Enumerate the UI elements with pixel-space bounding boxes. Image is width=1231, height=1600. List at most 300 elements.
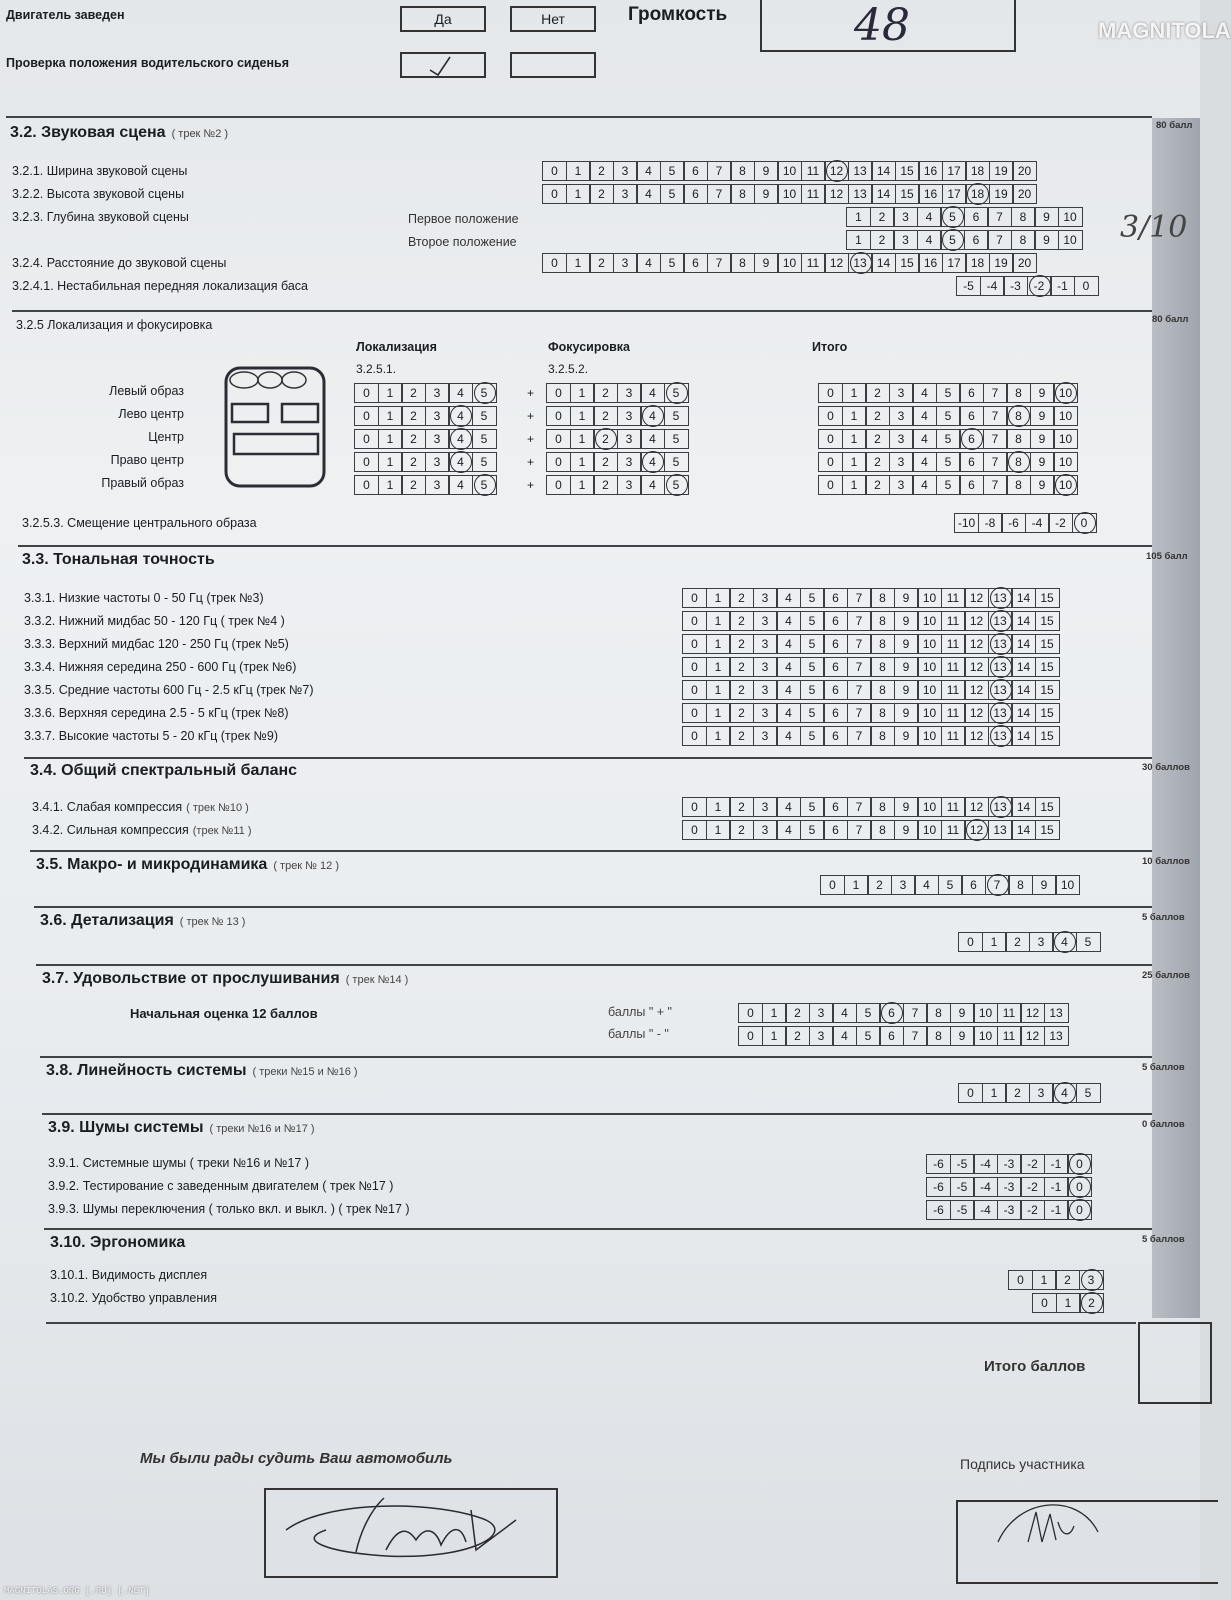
scale-cell[interactable]: 4 — [832, 1026, 857, 1046]
scale-cell[interactable]: 8 — [926, 1026, 951, 1046]
scale-cell[interactable]: 7 — [903, 1003, 928, 1023]
scale-cell[interactable]: 6 — [823, 634, 848, 654]
scale-cell[interactable]: 0 — [738, 1003, 763, 1023]
scale-cell[interactable]: -6 — [1001, 513, 1026, 533]
scale-cell[interactable]: 7 — [847, 634, 872, 654]
scale-cell[interactable]: 5 — [664, 406, 689, 426]
scale-cell[interactable]: 3 — [1029, 1083, 1054, 1103]
scale-cell[interactable]: 9 — [1030, 429, 1055, 449]
scale-cell[interactable]: 2 — [593, 429, 618, 449]
scale-cell[interactable]: 4 — [448, 383, 473, 403]
scale-cell[interactable]: 9 — [1030, 475, 1055, 495]
scale-cell[interactable]: 1 — [570, 383, 595, 403]
scale-cell[interactable]: 0 — [818, 429, 843, 449]
scale-cell[interactable]: 3 — [425, 406, 450, 426]
scale-cell[interactable]: 8 — [1006, 406, 1031, 426]
scale-cell[interactable]: 1 — [378, 475, 403, 495]
scale-cell[interactable]: 2 — [401, 475, 426, 495]
scale-cell[interactable]: 5 — [664, 475, 689, 495]
scale-cell[interactable]: 6 — [823, 820, 848, 840]
scale-cell[interactable]: 9 — [894, 703, 919, 723]
scale-cell[interactable]: 6 — [683, 184, 708, 204]
scale-cell[interactable]: 0 — [818, 383, 843, 403]
scale-cell[interactable]: -4 — [973, 1154, 998, 1174]
scale-cell[interactable]: 3 — [425, 475, 450, 495]
scale-cell[interactable]: 5 — [472, 429, 497, 449]
scale-cell[interactable]: 2 — [729, 726, 754, 746]
scale-cell[interactable]: 15 — [1035, 588, 1060, 608]
scale-cell[interactable]: 0 — [546, 406, 571, 426]
scale-cell[interactable]: 6 — [823, 657, 848, 677]
scale-cell[interactable]: 9 — [894, 680, 919, 700]
scale-cell[interactable]: 5 — [660, 253, 685, 273]
scale-cell[interactable]: 5 — [800, 634, 825, 654]
scale-cell[interactable]: 4 — [640, 406, 665, 426]
scale-cell[interactable]: 2 — [865, 429, 890, 449]
scale-cell[interactable]: 10 — [917, 797, 942, 817]
scale-cell[interactable]: 4 — [448, 475, 473, 495]
scale-cell[interactable]: 6 — [959, 406, 984, 426]
scale-cell[interactable]: 4 — [448, 429, 473, 449]
scale-cell[interactable]: 1 — [844, 875, 869, 895]
scale-cell[interactable]: 11 — [941, 657, 966, 677]
scale-cell[interactable]: 4 — [1052, 932, 1077, 952]
scale-cell[interactable]: 6 — [959, 452, 984, 472]
scale-cell[interactable]: 12 — [824, 253, 849, 273]
scale-cell[interactable]: 10 — [973, 1026, 998, 1046]
scale-cell[interactable]: 8 — [926, 1003, 951, 1023]
scale-cell[interactable]: -2 — [1020, 1154, 1045, 1174]
scale-cell[interactable]: 5 — [936, 429, 961, 449]
scale-cell[interactable]: 9 — [1030, 452, 1055, 472]
scale-cell[interactable]: 11 — [941, 634, 966, 654]
scale-cell[interactable]: 5 — [664, 429, 689, 449]
scale-cell[interactable]: 2 — [589, 253, 614, 273]
scale-cell[interactable]: 1 — [378, 452, 403, 472]
scale-cell[interactable]: 4 — [776, 634, 801, 654]
scale-cell[interactable]: 0 — [546, 452, 571, 472]
scale-cell[interactable]: -1 — [1050, 276, 1075, 296]
scale-cell[interactable]: 19 — [989, 253, 1014, 273]
scale-cell[interactable]: 10 — [1053, 452, 1078, 472]
scale-cell[interactable]: -6 — [926, 1177, 951, 1197]
scale-cell[interactable]: 6 — [683, 253, 708, 273]
scale-cell[interactable]: 2 — [401, 452, 426, 472]
scale-cell[interactable]: 14 — [1011, 634, 1036, 654]
scale-cell[interactable]: 8 — [870, 611, 895, 631]
scale-cell[interactable]: 12 — [1020, 1003, 1045, 1023]
scale-cell[interactable]: 17 — [942, 161, 967, 181]
scale-cell[interactable]: 12 — [964, 657, 989, 677]
scale-cell[interactable]: 4 — [914, 875, 939, 895]
scale-cell[interactable]: 1 — [982, 932, 1007, 952]
scale-cell[interactable]: 9 — [1030, 383, 1055, 403]
scale-cell[interactable]: 6 — [959, 475, 984, 495]
scale-cell[interactable]: 13 — [988, 611, 1013, 631]
scale-cell[interactable]: 12 — [964, 726, 989, 746]
scale-cell[interactable]: 1 — [842, 452, 867, 472]
scale-cell[interactable]: 9 — [950, 1026, 975, 1046]
scale-cell[interactable]: 16 — [918, 161, 943, 181]
scale-cell[interactable]: 5 — [472, 406, 497, 426]
scale-cell[interactable]: 5 — [936, 452, 961, 472]
scale-cell[interactable]: 4 — [636, 253, 661, 273]
scale-cell[interactable]: 10 — [777, 161, 802, 181]
scale-cell[interactable]: 7 — [847, 680, 872, 700]
scale-cell[interactable]: 2 — [729, 680, 754, 700]
scale-cell[interactable]: 19 — [989, 184, 1014, 204]
scale-cell[interactable]: 3 — [617, 429, 642, 449]
scale-cell[interactable]: 3 — [809, 1003, 834, 1023]
scale-cell[interactable]: 0 — [682, 588, 707, 608]
scale-cell[interactable]: 2 — [1079, 1293, 1104, 1313]
scale-cell[interactable]: 2 — [589, 161, 614, 181]
scale-cell[interactable]: 4 — [917, 230, 942, 250]
scale-cell[interactable]: 1 — [842, 429, 867, 449]
scale-cell[interactable]: 13 — [988, 588, 1013, 608]
scale-cell[interactable]: 0 — [820, 875, 845, 895]
scale-cell[interactable]: 8 — [730, 184, 755, 204]
scale-cell[interactable]: 15 — [1035, 680, 1060, 700]
scale-cell[interactable]: 2 — [1005, 1083, 1030, 1103]
scale-cell[interactable]: 1 — [566, 161, 591, 181]
scale-cell[interactable]: 13 — [988, 820, 1013, 840]
scale-cell[interactable]: -2 — [1020, 1177, 1045, 1197]
scale-cell[interactable]: 3 — [617, 383, 642, 403]
scale-cell[interactable]: 2 — [401, 406, 426, 426]
scale-cell[interactable]: -4 — [973, 1177, 998, 1197]
scale-cell[interactable]: 10 — [777, 184, 802, 204]
scale-cell[interactable]: 8 — [870, 703, 895, 723]
scale-cell[interactable]: 13 — [988, 680, 1013, 700]
scale-cell[interactable]: 14 — [1011, 820, 1036, 840]
scale-cell[interactable]: 7 — [847, 703, 872, 723]
scale-cell[interactable]: 2 — [593, 475, 618, 495]
scale-cell[interactable]: 15 — [1035, 797, 1060, 817]
scale-cell[interactable]: -5 — [950, 1200, 975, 1220]
scale-cell[interactable]: 5 — [800, 703, 825, 723]
scale-cell[interactable]: 5 — [800, 726, 825, 746]
scale-cell[interactable]: 9 — [894, 588, 919, 608]
scale-cell[interactable]: -4 — [1025, 513, 1050, 533]
scale-cell[interactable]: 15 — [895, 253, 920, 273]
scale-cell[interactable]: 0 — [682, 820, 707, 840]
scale-cell[interactable]: 10 — [1053, 475, 1078, 495]
scale-cell[interactable]: 4 — [912, 383, 937, 403]
scale-cell[interactable]: 1 — [762, 1003, 787, 1023]
scale-cell[interactable]: -3 — [997, 1154, 1022, 1174]
scale-cell[interactable]: 0 — [546, 475, 571, 495]
scale-cell[interactable]: 8 — [870, 726, 895, 746]
scale-cell[interactable]: 15 — [1035, 611, 1060, 631]
scale-cell[interactable]: 2 — [729, 611, 754, 631]
scale-cell[interactable]: 3 — [753, 726, 778, 746]
scale-cell[interactable]: 20 — [1012, 253, 1037, 273]
scale-cell[interactable]: 0 — [542, 184, 567, 204]
scale-cell[interactable]: 11 — [941, 703, 966, 723]
scale-cell[interactable]: 17 — [942, 184, 967, 204]
scale-cell[interactable]: 16 — [918, 253, 943, 273]
scale-cell[interactable]: 0 — [682, 797, 707, 817]
scale-cell[interactable]: 1 — [706, 820, 731, 840]
scale-cell[interactable]: 4 — [640, 475, 665, 495]
scale-cell[interactable]: 1 — [1056, 1293, 1081, 1313]
scale-cell[interactable]: 11 — [801, 184, 826, 204]
scale-cell[interactable]: 4 — [912, 406, 937, 426]
scale-cell[interactable]: 14 — [1011, 657, 1036, 677]
scale-cell[interactable]: 10 — [917, 657, 942, 677]
scale-cell[interactable]: 0 — [958, 1083, 983, 1103]
scale-cell[interactable]: 1 — [706, 703, 731, 723]
scale-cell[interactable]: 5 — [800, 680, 825, 700]
scale-cell[interactable]: -8 — [978, 513, 1003, 533]
scale-cell[interactable]: 0 — [682, 680, 707, 700]
scale-cell[interactable]: 0 — [354, 383, 379, 403]
scale-cell[interactable]: 5 — [664, 452, 689, 472]
scale-cell[interactable]: 7 — [985, 875, 1010, 895]
scale-cell[interactable]: 0 — [958, 932, 983, 952]
scale-cell[interactable]: 12 — [964, 611, 989, 631]
scale-cell[interactable]: 9 — [754, 161, 779, 181]
scale-cell[interactable]: 15 — [1035, 634, 1060, 654]
scale-cell[interactable]: 3 — [425, 383, 450, 403]
scale-cell[interactable]: 10 — [917, 588, 942, 608]
scale-cell[interactable]: 13 — [988, 634, 1013, 654]
scale-cell[interactable]: 9 — [1030, 406, 1055, 426]
scale-cell[interactable]: 1 — [706, 588, 731, 608]
scale-cell[interactable]: 3 — [893, 230, 918, 250]
scale-cell[interactable]: -1 — [1044, 1154, 1069, 1174]
scale-cell[interactable]: 12 — [964, 634, 989, 654]
scale-cell[interactable]: 20 — [1012, 161, 1037, 181]
scale-cell[interactable]: 0 — [682, 726, 707, 746]
scale-cell[interactable]: 1 — [706, 634, 731, 654]
scale-cell[interactable]: 15 — [1035, 657, 1060, 677]
scale-cell[interactable]: 6 — [823, 680, 848, 700]
scale-cell[interactable]: 19 — [989, 161, 1014, 181]
scale-cell[interactable]: 5 — [936, 383, 961, 403]
scale-cell[interactable]: 2 — [729, 588, 754, 608]
scale-cell[interactable]: 7 — [903, 1026, 928, 1046]
scale-cell[interactable]: 1 — [842, 383, 867, 403]
scale-cell[interactable]: 3 — [889, 475, 914, 495]
scale-cell[interactable]: 7 — [987, 207, 1012, 227]
scale-cell[interactable]: 1 — [706, 726, 731, 746]
scale-cell[interactable]: 3 — [753, 820, 778, 840]
scale-cell[interactable]: 4 — [776, 820, 801, 840]
scale-cell[interactable]: 7 — [847, 657, 872, 677]
scale-cell[interactable]: 6 — [823, 588, 848, 608]
scale-cell[interactable]: 1 — [706, 611, 731, 631]
scale-cell[interactable]: 10 — [1058, 230, 1083, 250]
scale-cell[interactable]: 6 — [964, 230, 989, 250]
scale-cell[interactable]: 12 — [964, 820, 989, 840]
scale-cell[interactable]: 7 — [707, 161, 732, 181]
scale-cell[interactable]: 11 — [941, 611, 966, 631]
scale-cell[interactable]: 7 — [983, 429, 1008, 449]
scale-cell[interactable]: 5 — [940, 230, 965, 250]
scale-cell[interactable]: 0 — [354, 475, 379, 495]
scale-cell[interactable]: 1 — [566, 253, 591, 273]
scale-cell[interactable]: 5 — [800, 588, 825, 608]
total-score-box[interactable] — [1138, 1322, 1212, 1404]
scale-cell[interactable]: 8 — [870, 634, 895, 654]
scale-cell[interactable]: 11 — [941, 680, 966, 700]
scale-cell[interactable]: -2 — [1048, 513, 1073, 533]
scale-cell[interactable]: 6 — [959, 429, 984, 449]
scale-cell[interactable]: 0 — [542, 253, 567, 273]
scale-cell[interactable]: 8 — [1006, 475, 1031, 495]
scale-cell[interactable]: 0 — [354, 452, 379, 472]
scale-cell[interactable]: 4 — [917, 207, 942, 227]
scale-cell[interactable]: 18 — [965, 161, 990, 181]
scale-cell[interactable]: 3 — [617, 406, 642, 426]
scale-cell[interactable]: 9 — [1032, 875, 1057, 895]
scale-cell[interactable]: 3 — [893, 207, 918, 227]
scale-cell[interactable]: 18 — [965, 184, 990, 204]
scale-cell[interactable]: 5 — [660, 184, 685, 204]
scale-cell[interactable]: 15 — [895, 161, 920, 181]
scale-cell[interactable]: 7 — [983, 475, 1008, 495]
scale-cell[interactable]: 8 — [1006, 383, 1031, 403]
scale-cell[interactable]: 5 — [800, 611, 825, 631]
scale-cell[interactable]: 1 — [570, 406, 595, 426]
scale-cell[interactable]: 6 — [964, 207, 989, 227]
scale-cell[interactable]: 1 — [1032, 1270, 1057, 1290]
scale-cell[interactable]: 11 — [941, 797, 966, 817]
scale-cell[interactable]: 5 — [660, 161, 685, 181]
scale-cell[interactable]: 2 — [593, 452, 618, 472]
scale-cell[interactable]: 4 — [776, 680, 801, 700]
scale-cell[interactable]: 8 — [1006, 452, 1031, 472]
scale-cell[interactable]: 13 — [848, 161, 873, 181]
scale-cell[interactable]: 12 — [964, 703, 989, 723]
scale-cell[interactable]: 2 — [729, 657, 754, 677]
scale-cell[interactable]: 0 — [682, 703, 707, 723]
scale-cell[interactable]: 14 — [1011, 680, 1036, 700]
scale-cell[interactable]: 16 — [918, 184, 943, 204]
scale-cell[interactable]: 7 — [707, 253, 732, 273]
scale-cell[interactable]: 1 — [762, 1026, 787, 1046]
scale-cell[interactable]: 5 — [664, 383, 689, 403]
scale-cell[interactable]: 9 — [894, 820, 919, 840]
scale-cell[interactable]: 1 — [378, 429, 403, 449]
scale-cell[interactable]: 17 — [942, 253, 967, 273]
scale-cell[interactable]: 4 — [448, 406, 473, 426]
scale-cell[interactable]: 14 — [871, 184, 896, 204]
scale-cell[interactable]: 7 — [847, 797, 872, 817]
scale-cell[interactable]: 13 — [1044, 1003, 1069, 1023]
scale-cell[interactable]: 11 — [997, 1026, 1022, 1046]
scale-cell[interactable]: -5 — [950, 1154, 975, 1174]
scale-cell[interactable]: 7 — [847, 588, 872, 608]
scale-cell[interactable]: 3 — [889, 452, 914, 472]
scale-cell[interactable]: 4 — [776, 703, 801, 723]
scale-cell[interactable]: 15 — [1035, 820, 1060, 840]
scale-cell[interactable]: 3 — [613, 161, 638, 181]
scale-cell[interactable]: 13 — [988, 726, 1013, 746]
scale-cell[interactable]: 12 — [1020, 1026, 1045, 1046]
scale-cell[interactable]: 7 — [847, 611, 872, 631]
scale-cell[interactable]: 6 — [823, 703, 848, 723]
scale-cell[interactable]: 11 — [801, 161, 826, 181]
scale-cell[interactable]: 5 — [472, 383, 497, 403]
scale-cell[interactable]: 12 — [824, 184, 849, 204]
scale-cell[interactable]: 7 — [987, 230, 1012, 250]
scale-cell[interactable]: 13 — [988, 657, 1013, 677]
scale-cell[interactable]: 0 — [818, 475, 843, 495]
scale-cell[interactable]: 13 — [988, 797, 1013, 817]
scale-cell[interactable]: 1 — [846, 207, 871, 227]
scale-cell[interactable]: 2 — [729, 634, 754, 654]
scale-cell[interactable]: -10 — [954, 513, 979, 533]
scale-cell[interactable]: 2 — [1055, 1270, 1080, 1290]
scale-cell[interactable]: 3 — [425, 452, 450, 472]
scale-cell[interactable]: 10 — [917, 611, 942, 631]
scale-cell[interactable]: 7 — [847, 820, 872, 840]
scale-cell[interactable]: 0 — [542, 161, 567, 181]
scale-cell[interactable]: 2 — [729, 703, 754, 723]
scale-cell[interactable]: 2 — [865, 406, 890, 426]
scale-cell[interactable]: 1 — [378, 406, 403, 426]
scale-cell[interactable]: 3 — [613, 184, 638, 204]
scale-cell[interactable]: 10 — [917, 703, 942, 723]
scale-cell[interactable]: -3 — [997, 1177, 1022, 1197]
scale-cell[interactable]: 10 — [1053, 429, 1078, 449]
scale-cell[interactable]: 10 — [917, 820, 942, 840]
scale-cell[interactable]: 5 — [936, 475, 961, 495]
scale-cell[interactable]: 5 — [1076, 1083, 1101, 1103]
scale-cell[interactable]: 10 — [973, 1003, 998, 1023]
scale-cell[interactable]: 9 — [894, 726, 919, 746]
scale-cell[interactable]: 6 — [879, 1003, 904, 1023]
scale-cell[interactable]: 11 — [801, 253, 826, 273]
seat-no-box[interactable] — [510, 52, 596, 78]
scale-cell[interactable]: 8 — [870, 820, 895, 840]
scale-cell[interactable]: 9 — [894, 657, 919, 677]
scale-cell[interactable]: 1 — [842, 406, 867, 426]
scale-cell[interactable]: 9 — [754, 184, 779, 204]
scale-cell[interactable]: 3 — [891, 875, 916, 895]
scale-cell[interactable]: 1 — [706, 797, 731, 817]
scale-cell[interactable]: 1 — [846, 230, 871, 250]
scale-cell[interactable]: 14 — [1011, 611, 1036, 631]
scale-cell[interactable]: 2 — [865, 475, 890, 495]
scale-cell[interactable]: -2 — [1027, 276, 1052, 296]
scale-cell[interactable]: 0 — [738, 1026, 763, 1046]
scale-cell[interactable]: -3 — [997, 1200, 1022, 1220]
scale-cell[interactable]: 0 — [1067, 1177, 1092, 1197]
scale-cell[interactable]: 9 — [894, 797, 919, 817]
scale-cell[interactable]: 8 — [870, 588, 895, 608]
scale-cell[interactable]: 14 — [1011, 703, 1036, 723]
scale-cell[interactable]: 12 — [824, 161, 849, 181]
scale-cell[interactable]: 0 — [682, 657, 707, 677]
scale-cell[interactable]: 2 — [401, 429, 426, 449]
scale-cell[interactable]: 2 — [785, 1026, 810, 1046]
scale-cell[interactable]: 4 — [776, 611, 801, 631]
scale-cell[interactable]: -5 — [950, 1177, 975, 1197]
scale-cell[interactable]: 6 — [823, 726, 848, 746]
scale-cell[interactable]: 8 — [870, 680, 895, 700]
scale-cell[interactable]: 3 — [889, 429, 914, 449]
scale-cell[interactable]: 5 — [800, 820, 825, 840]
scale-cell[interactable]: -5 — [956, 276, 981, 296]
scale-cell[interactable]: -4 — [973, 1200, 998, 1220]
scale-cell[interactable]: 15 — [895, 184, 920, 204]
scale-cell[interactable]: 2 — [865, 383, 890, 403]
scale-cell[interactable]: 10 — [777, 253, 802, 273]
